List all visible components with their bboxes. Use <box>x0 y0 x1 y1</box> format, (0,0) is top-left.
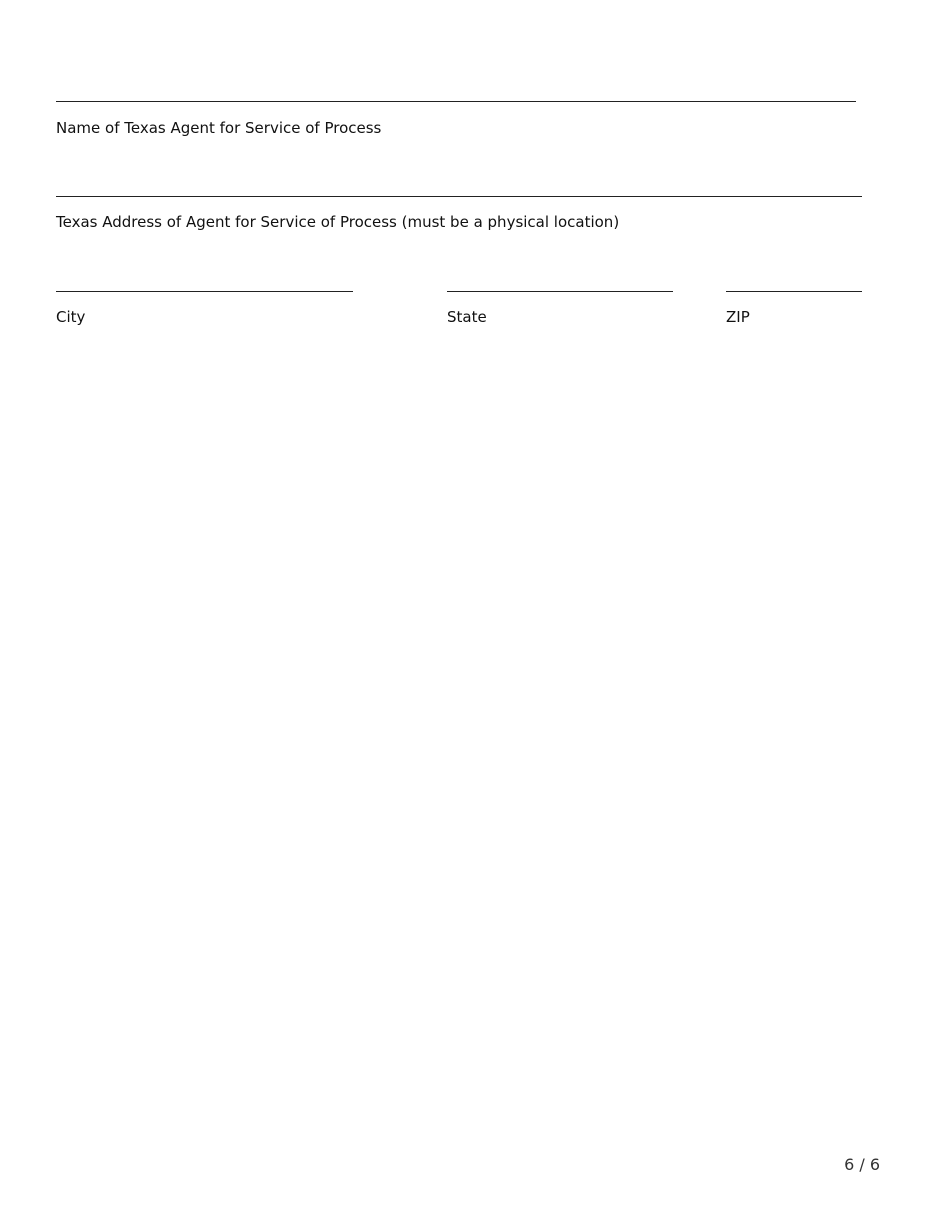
agent-name-field[interactable] <box>56 78 856 100</box>
agent-name-label: Name of Texas Agent for Service of Process <box>56 119 382 137</box>
city-label: City <box>56 308 86 326</box>
agent-address-line <box>56 196 862 197</box>
city-field[interactable] <box>56 268 353 290</box>
agent-address-label: Texas Address of Agent for Service of Process (must be a physical location) <box>56 213 620 231</box>
state-field[interactable] <box>447 268 673 290</box>
page-indicator: 6 / 6 <box>844 1155 880 1174</box>
state-label: State <box>447 308 487 326</box>
zip-field[interactable] <box>726 268 862 290</box>
state-line <box>447 291 673 292</box>
zip-label: ZIP <box>726 308 750 326</box>
zip-line <box>726 291 862 292</box>
agent-address-field[interactable] <box>56 173 862 195</box>
city-line <box>56 291 353 292</box>
agent-name-line <box>56 101 856 102</box>
